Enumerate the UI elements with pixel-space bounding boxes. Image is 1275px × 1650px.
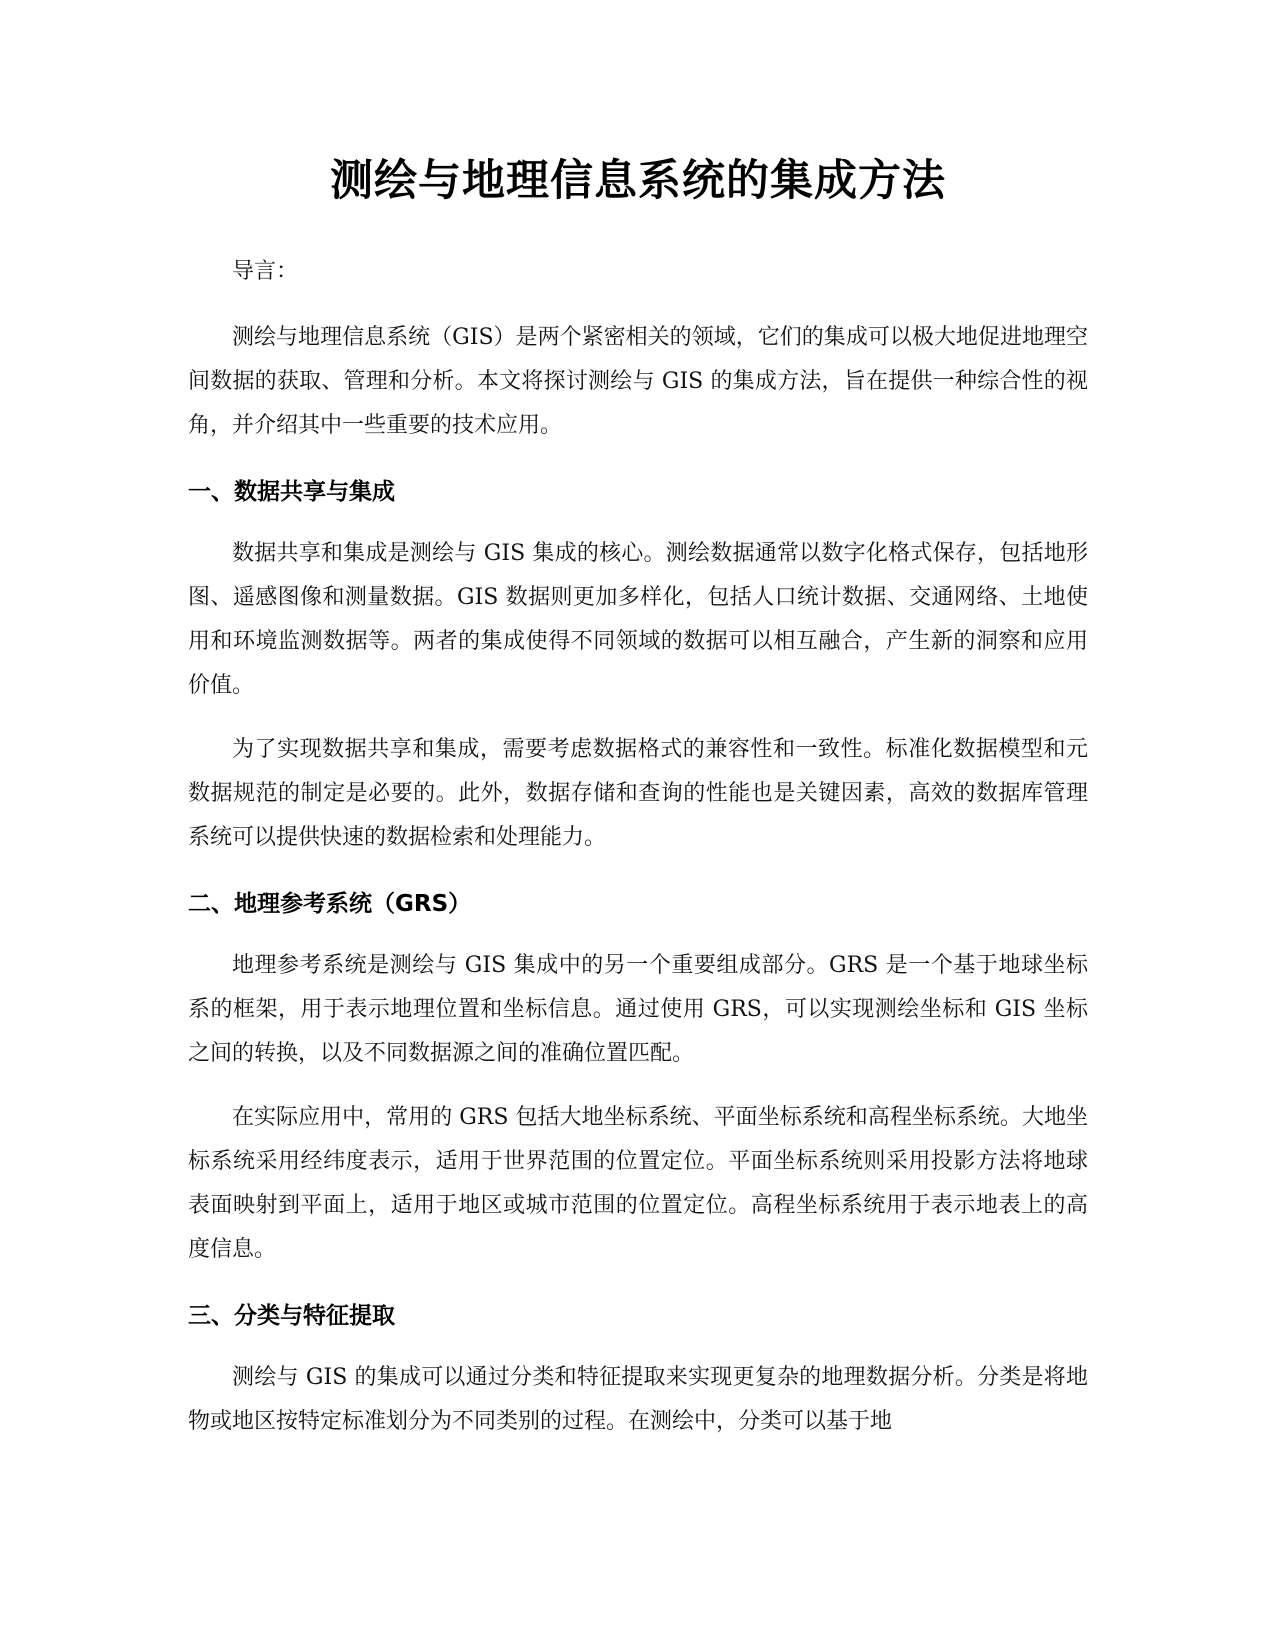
section-2-paragraph-2: 在实际应用中，常用的 GRS 包括大地坐标系统、平面坐标系统和高程坐标系统。大地坐标系统采用经纬度表示，适用于世界范围的位置定位。平面坐标系统则采用投影方法将地球表面映射到平面上，适用于地区或城市范围的位置定位。高程坐标系统用于表示地表上的高度信息。 [188, 1105, 1088, 1262]
intro-label: 导言： [232, 259, 299, 284]
section-2-paragraph-1: 地理参考系统是测绘与 GIS 集成中的另一个重要组成部分。GRS 是一个基于地球坐标系的框架，用于表示地理位置和坐标信息。通过使用 GRS，可以实现测绘坐标和 GIS 坐标之间的转换，以及不同数据源之间的准确位置匹配。 [188, 953, 1088, 1066]
document-body [188, 148, 1088, 1444]
document-title: 测绘与地理信息系统的集成方法 [330, 156, 946, 206]
section-heading-classification: 三、分类与特征提取 [188, 1303, 395, 1329]
section-1-paragraph-1: 数据共享和集成是测绘与 GIS 集成的核心。测绘数据通常以数字化格式保存，包括地形图、遥感图像和测量数据。GIS 数据则更加多样化，包括人口统计数据、交通网络、土地使用和环境监测数据等。两者的集成使得不同领域的数据可以相互融合，产生新的洞察和应用价值。 [188, 541, 1088, 698]
section-3-paragraph-1: 测绘与 GIS 的集成可以通过分类和特征提取来实现更复杂的地理数据分析。分类是将地物或地区按特定标准划分为不同类别的过程。在测绘中，分类可以基于地 [188, 1365, 1088, 1434]
section-1-paragraph-2: 为了实现数据共享和集成，需要考虑数据格式的兼容性和一致性。标准化数据模型和元数据规范的制定是必要的。此外，数据存储和查询的性能也是关键因素，高效的数据库管理系统可以提供快速的数据检索和处理能力。 [188, 737, 1088, 850]
intro-paragraph: 测绘与地理信息系统（GIS）是两个紧密相关的领域，它们的集成可以极大地促进地理空间数据的获取、管理和分析。本文将探讨测绘与 GIS 的集成方法，旨在提供一种综合性的视角，并介绍其中一些重要的技术应用。 [188, 325, 1088, 438]
section-heading-grs: 二、地理参考系统（GRS） [188, 891, 472, 917]
section-heading-data-sharing: 一、数据共享与集成 [188, 479, 395, 505]
